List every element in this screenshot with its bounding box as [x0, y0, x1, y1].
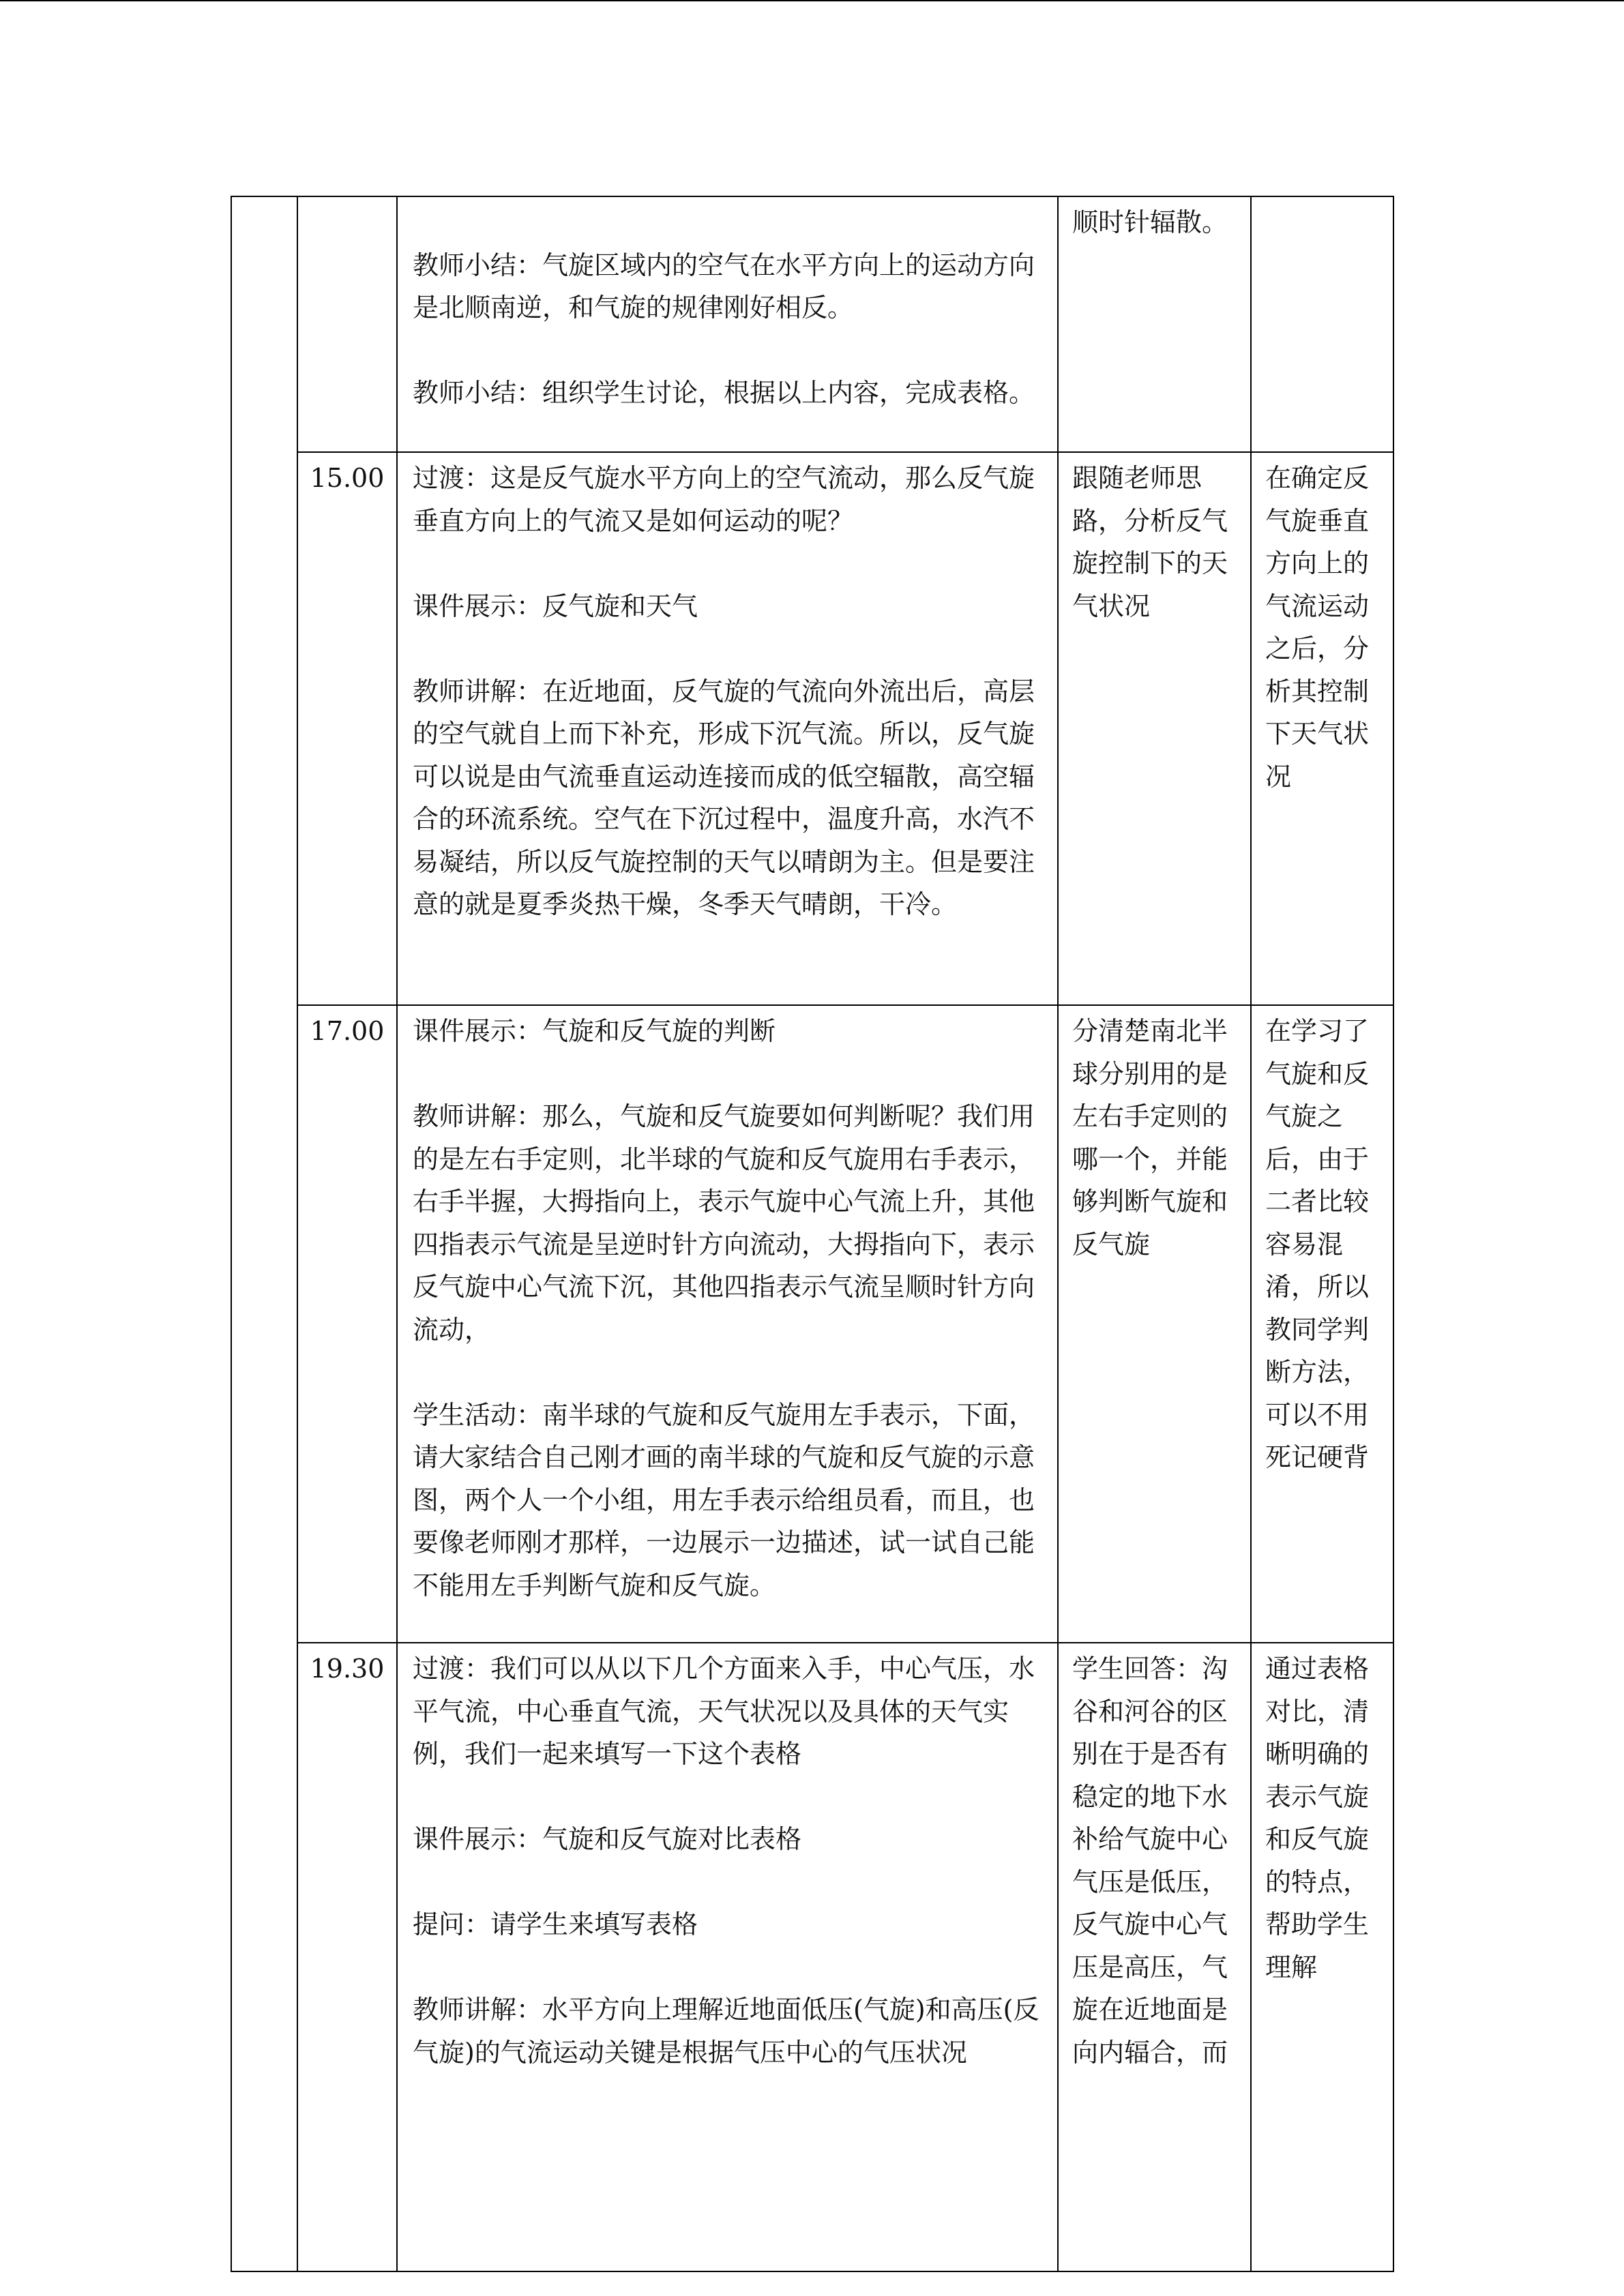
student-activity-cell: 分清楚南北半球分别用的是左右手定则的哪一个，并能够判断气旋和反气旋: [1058, 1005, 1251, 1643]
content-cell: [397, 452, 1058, 1005]
content-cell: [397, 196, 1058, 452]
design-intent-cell: 通过表格对比，清晰明确的表示气旋和反气旋的特点，帮助学生理解: [1251, 1643, 1393, 2271]
time-cell: [297, 196, 397, 452]
content-paragraph: 课件展示：气旋和反气旋对比表格: [413, 1824, 802, 1854]
blank-line: [413, 201, 1042, 244]
table-row: [231, 196, 1393, 452]
content-paragraph: 课件展示：气旋和反气旋的判断: [413, 1016, 776, 1046]
content-paragraph: 过渡：这是反气旋水平方向上的空气流动，那么反气旋垂直方向上的气流又是如何运动的呢？: [413, 463, 1035, 536]
content-paragraph: 教师小结：气旋区域内的空气在水平方向上的运动方向是北顺南逆，和气旋的规律刚好相反。: [413, 250, 1035, 323]
content-paragraph: 教师讲解：在近地面，反气旋的气流向外流出后，高层的空气就自上而下补充，形成下沉气流。所以，反气旋可以说是由气流垂直运动连接而成的低空辐散，高空辐合的环流系统。空气在下沉过程中，温度升高，水汽不易凝结，所以反气旋控制的天气以晴朗为主。但是要注意的就是夏季炎热干燥，冬季天气晴朗，干冷。: [413, 676, 1035, 919]
student-activity-cell: 跟随老师思路，分析反气旋控制下的天气状况: [1058, 452, 1251, 1005]
content-paragraph: 教师讲解：那么，气旋和反气旋要如何判断呢？我们用的是左右手定则，北半球的气旋和反气旋用右手表示，右手半握，大拇指向上，表示气旋中心气流上升，其他四指表示气流是呈逆时针方向流动，大拇指向下，表示反气旋中心气流下沉，其他四指表示气流呈顺时针方向流动，: [413, 1101, 1035, 1345]
section-cell: [231, 196, 297, 2271]
content-paragraph: 学生活动：南半球的气旋和反气旋用左手表示，下面，请大家结合自己刚才画的南半球的气旋和反气旋的示意图，两个人一个小组，用左手表示给组员看，而且，也要像老师刚才那样，一边展示一边描述，试一试自己能不能用左手判断气旋和反气旋。: [413, 1399, 1035, 1600]
content-paragraph: 过渡：我们可以从以下几个方面来入手，中心气压，水平气流，中心垂直气流，天气状况以及具体的天气实例，我们一起来填写一下这个表格: [413, 1654, 1035, 1769]
design-intent-cell: [1251, 196, 1393, 452]
content-cell: [397, 1005, 1058, 1643]
student-activity-cell: 顺时针辐散。: [1058, 196, 1251, 452]
table-row: [231, 452, 1393, 1005]
content-paragraph: 课件展示：反气旋和天气: [413, 591, 698, 621]
time-cell: 19.30: [297, 1643, 397, 2271]
content-paragraph: 教师讲解：水平方向上理解近地面低压(气旋)和高压(反气旋)的气流运动关键是根据气压中心的气压状况: [413, 1995, 1039, 2068]
table-row: [231, 1643, 1393, 2271]
lesson-plan-table: [231, 196, 1394, 2272]
content-paragraph: 提问：请学生来填写表格: [413, 1909, 698, 1939]
content-paragraph: 教师小结：组织学生讨论，根据以上内容，完成表格。: [413, 378, 1035, 408]
content-cell: [397, 1643, 1058, 2271]
time-cell: 15.00: [297, 452, 397, 1005]
table-row: [231, 1005, 1393, 1643]
time-cell: 17.00: [297, 1005, 397, 1643]
student-activity-cell: 学生回答：沟谷和河谷的区别在于是否有稳定的地下水补给气旋中心气压是低压，反气旋中心气压是高压，气旋在近地面是向内辐合，而: [1058, 1643, 1251, 2271]
design-intent-cell: 在学习了气旋和反气旋之后，由于二者比较容易混淆，所以教同学判断方法，可以不用死记硬背: [1251, 1005, 1393, 1643]
design-intent-cell: 在确定反气旋垂直方向上的气流运动之后，分析其控制下天气状况: [1251, 452, 1393, 1005]
